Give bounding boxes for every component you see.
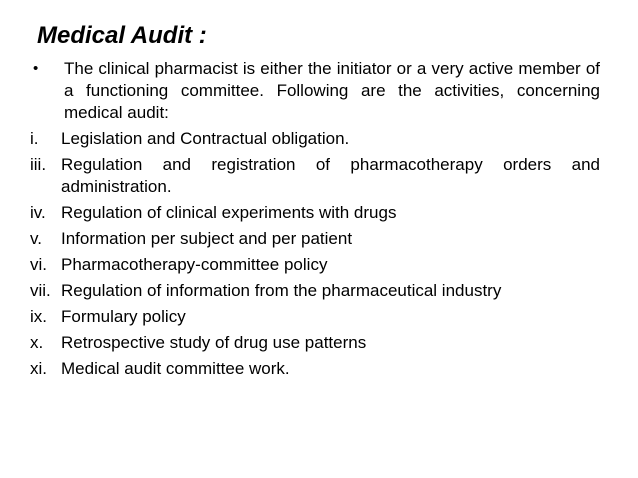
list-item-marker: x. [30,333,44,352]
list-item-marker: vi. [30,255,47,274]
list-item-marker: iii. [30,155,47,174]
list-item-marker: iv. [30,203,46,222]
bullet-marker: • [33,60,39,77]
list-item-marker: vii. [30,281,51,300]
list-item [30,254,600,276]
list-item [30,332,600,354]
list-item-text: Formulary policy [61,307,186,326]
list-item-text: Regulation and registration of pharmacotherapy orders and administration. [61,155,600,196]
list-item-text: Medical audit committee work. [61,359,290,378]
list-item [30,358,600,380]
list-item [30,202,600,224]
slide-body [30,58,600,384]
list-item-marker: xi. [30,359,47,378]
list-item-text: Regulation of clinical experiments with drugs [61,203,397,222]
list-item [30,154,600,198]
list-item [30,128,600,150]
list-item-text: Legislation and Contractual obligation. [61,129,350,148]
list-item-marker: v. [30,229,42,248]
list-item-text: Retrospective study of drug use patterns [61,333,367,352]
slide-title: Medical Audit : [37,22,207,49]
intro-bullet [30,58,600,124]
list-item-marker: ix. [30,307,47,326]
list-item [30,306,600,328]
list-item-text: Regulation of information from the pharmaceutical industry [61,281,502,300]
list-item [30,280,600,302]
list-item-text: Information per subject and per patient [61,229,353,248]
list-item-text: Pharmacotherapy-committee policy [61,255,328,274]
intro-text: The clinical pharmacist is either the initiator or a very active member of a functioning committee. Following are the activities, concerning medical audit: [64,59,600,122]
list-item-marker: i. [30,129,39,148]
list-item [30,228,600,250]
